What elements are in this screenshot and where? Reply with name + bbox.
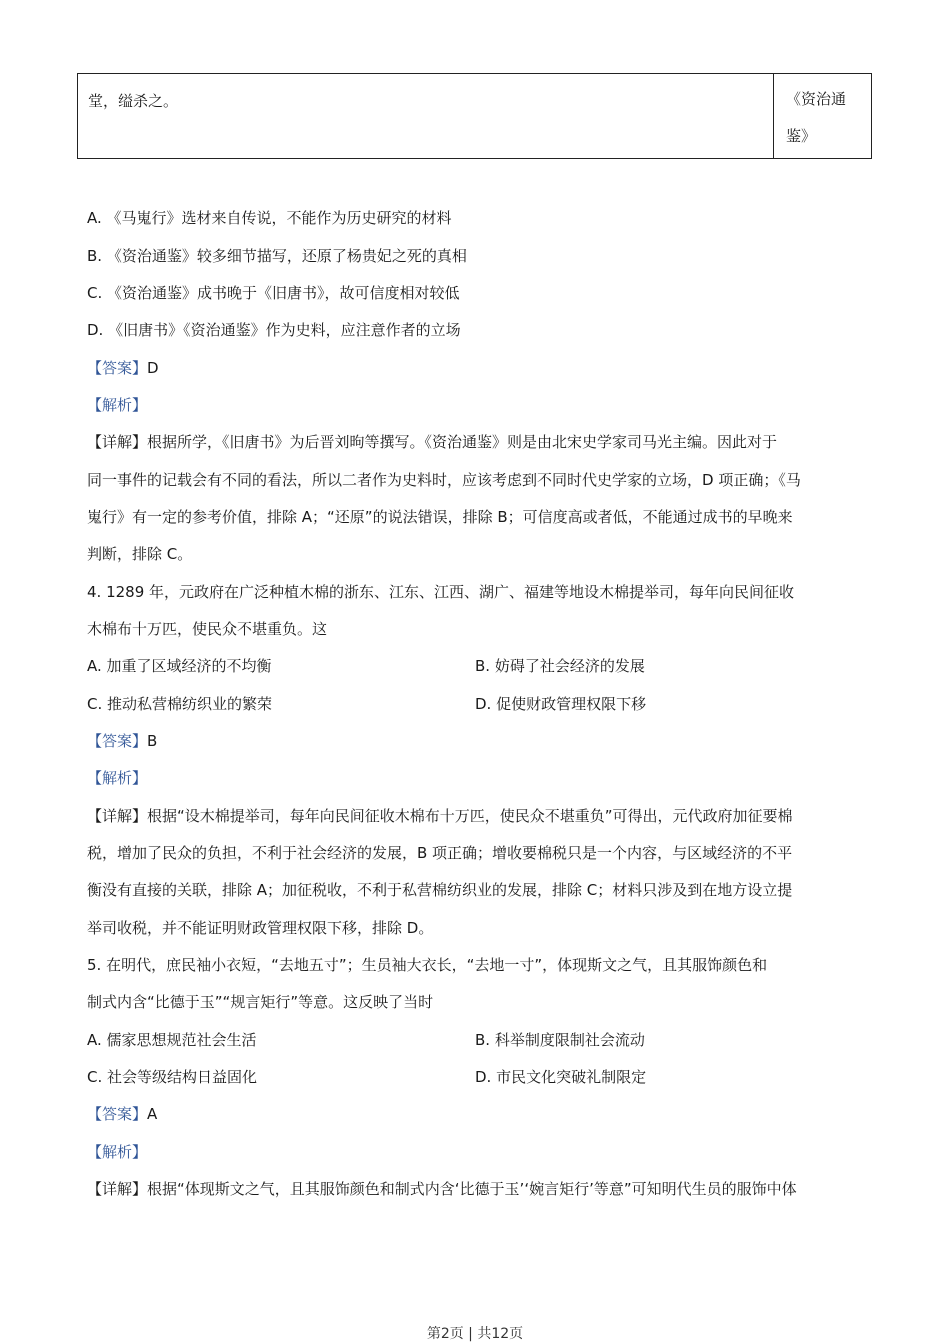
q4-detail-line-3: 衡没有直接的关联，排除 A；加征税收，不利于私营棉纺织业的发展，排除 C；材料只涉及到在地方设立提 [87, 881, 793, 899]
q5-option-d: D. 市民文化突破礼制限定 [475, 1068, 647, 1086]
source-line-1: 《资治通 [786, 90, 847, 108]
q4-answer [87, 730, 157, 751]
q5-stem-line-2: 制式内含“比德于玉”“规言矩行”等意。这反映了当时 [87, 993, 434, 1011]
q3-detail-line-1: 【详解】根据所学，《旧唐书》为后晋刘昫等撰写。《资治通鉴》则是由北宋史学家司马光主编。因此对于 [87, 433, 778, 451]
detail-tag: 【详解】 [87, 1180, 148, 1198]
q4-option-d: D. 促使财政管理权限下移 [475, 695, 647, 713]
q4-detail-line-1: 【详解】根据“设木棉提举司，每年向民间征收木棉布十万匹，使民众不堪重负”可得出，元代政府加征要棉 [87, 807, 793, 825]
answer-tag: 【答案】 [87, 732, 148, 750]
source-line-2: 鉴》 [786, 127, 817, 145]
source-table [77, 73, 872, 159]
q4-analysis-tag: 【解析】 [87, 769, 148, 787]
answer-tag: 【答案】 [87, 359, 148, 377]
q3-analysis-tag: 【解析】 [87, 396, 148, 414]
q3-option-a: A. 《马嵬行》选材来自传说，不能作为历史研究的材料 [87, 209, 452, 227]
q3-detail-line-3: 嵬行》有一定的参考价值，排除 A；“还原”的说法错误，排除 B；可信度高或者低，不能通过成书的早晚来 [87, 508, 793, 526]
q4-detail-line-4: 举司收税，并不能证明财政管理权限下移，排除 D。 [87, 919, 434, 937]
q4-detail-line-2: 税，增加了民众的负担，不利于社会经济的发展，B 项正确；增收要棉税只是一个内容，与区域经济的不平 [87, 844, 793, 862]
answer-value: B [147, 732, 158, 750]
q5-detail-line-1: 【详解】根据“体现斯文之气，且其服饰颜色和制式内含‘比德于玉’‘婉言矩行’等意”可知明代生员的服饰中体 [87, 1180, 797, 1198]
q3-answer [87, 357, 159, 378]
q3-option-d: D. 《旧唐书》《资治通鉴》作为史料，应注意作者的立场 [87, 321, 461, 339]
q3-option-b: B. 《资治通鉴》较多细节描写，还原了杨贵妃之死的真相 [87, 247, 467, 265]
q5-answer [87, 1103, 157, 1124]
q5-analysis-tag: 【解析】 [87, 1143, 148, 1161]
q5-stem-line-1: 5. 在明代，庶民袖小衣短，“去地五寸”；生员袖大衣长，“去地一寸”，体现斯文之气，且其服饰颜色和 [87, 956, 768, 974]
detail-tag: 【详解】 [87, 433, 148, 451]
table-cell-text: 堂，缢杀之。 [88, 92, 179, 110]
answer-tag: 【答案】 [87, 1105, 148, 1123]
q5-option-b: B. 科举制度限制社会流动 [475, 1031, 645, 1049]
q5-option-c: C. 社会等级结构日益固化 [87, 1068, 258, 1086]
q3-detail-line-2: 同一事件的记载会有不同的看法，所以二者作为史料时，应该考虑到不同时代史学家的立场，D 项正确；《马 [87, 471, 801, 489]
q4-stem-line-1: 4. 1289 年，元政府在广泛种植木棉的浙东、江东、江西、湖广、福建等地设木棉提举司，每年向民间征收 [87, 583, 795, 601]
q4-option-b: B. 妨碍了社会经济的发展 [475, 657, 645, 675]
page-footer: 第2页 | 共12页 [426, 1326, 524, 1342]
table-divider [773, 74, 774, 158]
answer-value: D [147, 359, 159, 377]
q4-option-c: C. 推动私营棉纺织业的繁荣 [87, 695, 273, 713]
q4-option-a: A. 加重了区域经济的不均衡 [87, 657, 272, 675]
table-cell-source [786, 81, 866, 155]
q4-stem-line-2: 木棉布十万匹，使民众不堪重负。这 [87, 620, 328, 638]
q5-option-a: A. 儒家思想规范社会生活 [87, 1031, 257, 1049]
q3-detail-line-4: 判断，排除 C。 [87, 545, 193, 563]
answer-value: A [147, 1105, 158, 1123]
detail-tag: 【详解】 [87, 807, 148, 825]
q3-option-c: C. 《资治通鉴》成书晚于《旧唐书》，故可信度相对较低 [87, 284, 460, 302]
